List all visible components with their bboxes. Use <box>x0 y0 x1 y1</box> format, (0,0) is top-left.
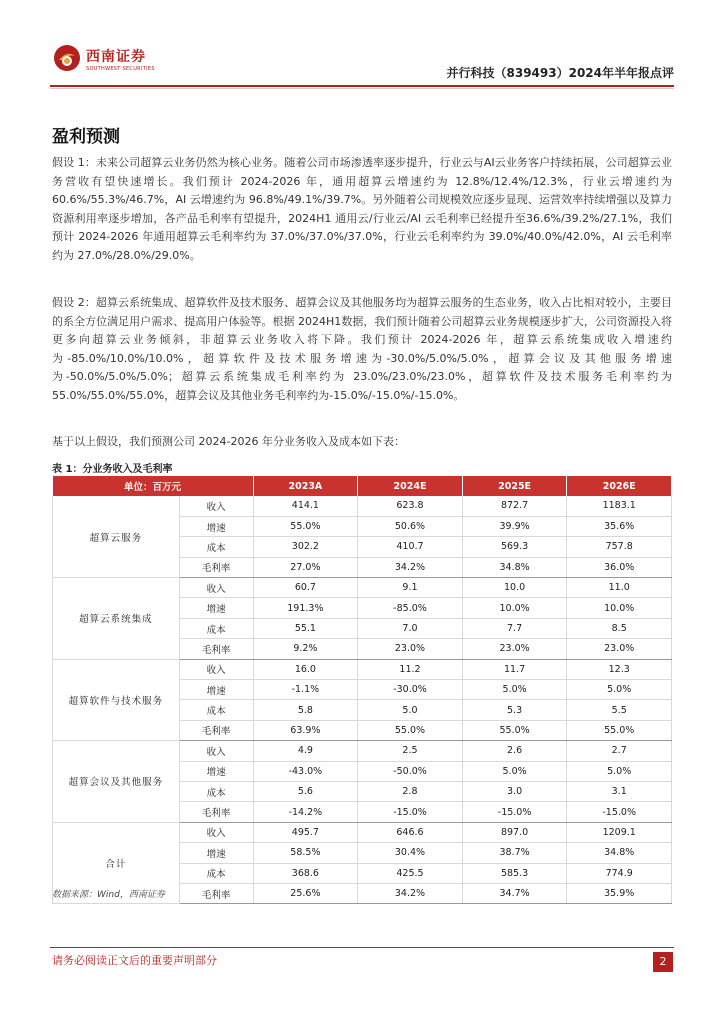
metric-cell: 增速 <box>179 761 253 781</box>
value-cell: 2.7 <box>567 741 672 761</box>
value-cell: 623.8 <box>358 496 463 516</box>
value-cell: 414.1 <box>253 496 358 516</box>
value-cell: 5.5 <box>567 700 672 720</box>
metric-cell: 毛利率 <box>179 639 253 659</box>
value-cell: -1.1% <box>253 680 358 700</box>
value-cell: 5.8 <box>253 700 358 720</box>
value-cell: 16.0 <box>253 659 358 679</box>
value-cell: 10.0% <box>462 598 567 618</box>
value-cell: 55.0% <box>462 720 567 740</box>
value-cell: 5.0% <box>567 761 672 781</box>
table-row <box>53 578 672 598</box>
value-cell: 39.9% <box>462 516 567 536</box>
metric-cell: 成本 <box>179 618 253 638</box>
revenue-margin-table <box>52 476 672 904</box>
value-cell: 774.9 <box>567 863 672 883</box>
segment-name-cell: 超算云系统集成 <box>53 578 180 660</box>
logo-english-name: SOUTHWEST SECURITIES <box>86 66 155 72</box>
value-cell: 3.1 <box>567 781 672 801</box>
segment-name-cell: 合计 <box>53 822 180 904</box>
company-logo <box>50 40 190 80</box>
value-cell: 1183.1 <box>567 496 672 516</box>
header-rule-thin <box>50 88 674 89</box>
metric-cell: 毛利率 <box>179 883 253 903</box>
value-cell: 55.0% <box>358 720 463 740</box>
value-cell: 569.3 <box>462 537 567 557</box>
value-cell: -85.0% <box>358 598 463 618</box>
data-source: 数据来源：Wind，西南证券 <box>52 890 165 900</box>
page-number: 2 <box>653 952 673 972</box>
table-row <box>53 822 672 842</box>
paragraph-forecast-intro: 基于以上假设，我们预测公司 2024-2026 年分业务收入及成本如下表： <box>52 435 405 448</box>
value-cell: -15.0% <box>567 802 672 822</box>
value-cell: 11.2 <box>358 659 463 679</box>
value-cell: 35.6% <box>567 516 672 536</box>
metric-cell: 增速 <box>179 516 253 536</box>
table-row <box>53 659 672 679</box>
value-cell: -15.0% <box>358 802 463 822</box>
value-cell: 5.6 <box>253 781 358 801</box>
value-cell: 7.0 <box>358 618 463 638</box>
segment-name-cell: 超算软件与技术服务 <box>53 659 180 741</box>
value-cell: 12.3 <box>567 659 672 679</box>
value-cell: 1209.1 <box>567 822 672 842</box>
metric-cell: 成本 <box>179 700 253 720</box>
value-cell: 11.7 <box>462 659 567 679</box>
value-cell: 2.8 <box>358 781 463 801</box>
value-cell: 30.4% <box>358 843 463 863</box>
value-cell: 36.0% <box>567 557 672 577</box>
value-cell: 2.6 <box>462 741 567 761</box>
metric-cell: 收入 <box>179 822 253 842</box>
logo-mark-icon <box>53 44 81 72</box>
value-cell: 425.5 <box>358 863 463 883</box>
paragraph-assumption-2: 假设 2：超算云系统集成、超算软件及技术服务、超算会议及其他服务均为超算云服务的生态业务，收入占比相对较小，主要目的系全方位满足用户需求、提高用户体验等。根据 2024H1数据，我们预计随着公司超算云业务规模逐步扩大，公司资源投入将更多向超算云业务倾斜，非超算云业务收入将下降。我们预计 2024-2026 年，超算云系统集成收入增速约为-85.0%/10.0%/10.0%，超算软件及技术服务增速为-30.0%/5.0%/5.0%，超算会议及其他服务增速为-50.0%/5.0%/5.0%；超算云系统集成毛利率约为 23.0%/23.0%/23.0%，超算软件及技术服务毛利率约为 55.0%/55.0%/55.0%，超算会议及其他业务毛利率约为-15.0%/-15.0%/-15.0%。 <box>52 296 672 402</box>
year-header: 2026E <box>567 476 672 496</box>
value-cell: 2.5 <box>358 741 463 761</box>
metric-cell: 成本 <box>179 537 253 557</box>
value-cell: 55.0% <box>253 516 358 536</box>
value-cell: 23.0% <box>358 639 463 659</box>
metric-cell: 毛利率 <box>179 720 253 740</box>
value-cell: -30.0% <box>358 680 463 700</box>
metric-cell: 增速 <box>179 843 253 863</box>
metric-cell: 增速 <box>179 680 253 700</box>
section-title: 盈利预测 <box>52 127 120 147</box>
value-cell: 9.2% <box>253 639 358 659</box>
value-cell: 9.1 <box>358 578 463 598</box>
value-cell: 11.0 <box>567 578 672 598</box>
year-header: 2024E <box>358 476 463 496</box>
document-title: 并行科技（839493）2024年半年报点评 <box>446 66 674 80</box>
metric-cell: 收入 <box>179 659 253 679</box>
value-cell: 34.7% <box>462 883 567 903</box>
value-cell: 5.0% <box>462 680 567 700</box>
metric-cell: 毛利率 <box>179 802 253 822</box>
value-cell: 191.3% <box>253 598 358 618</box>
value-cell: 34.8% <box>567 843 672 863</box>
metric-cell: 收入 <box>179 741 253 761</box>
value-cell: 10.0 <box>462 578 567 598</box>
footer-rule <box>50 947 674 948</box>
metric-cell: 成本 <box>179 863 253 883</box>
metric-cell: 增速 <box>179 598 253 618</box>
value-cell: 5.0% <box>567 680 672 700</box>
value-cell: 872.7 <box>462 496 567 516</box>
value-cell: 23.0% <box>462 639 567 659</box>
disclaimer: 请务必阅读正文后的重要声明部分 <box>52 954 217 967</box>
value-cell: 55.1 <box>253 618 358 638</box>
metric-cell: 毛利率 <box>179 557 253 577</box>
value-cell: 50.6% <box>358 516 463 536</box>
header-rule <box>50 85 674 87</box>
metric-cell: 成本 <box>179 781 253 801</box>
table-header-row <box>53 476 672 496</box>
value-cell: 5.0% <box>462 761 567 781</box>
value-cell: 646.6 <box>358 822 463 842</box>
value-cell: -15.0% <box>462 802 567 822</box>
value-cell: 8.5 <box>567 618 672 638</box>
value-cell: 60.7 <box>253 578 358 598</box>
table-row <box>53 741 672 761</box>
value-cell: 302.2 <box>253 537 358 557</box>
value-cell: 368.6 <box>253 863 358 883</box>
table-caption: 表 1：分业务收入及毛利率 <box>52 464 173 475</box>
value-cell: 63.9% <box>253 720 358 740</box>
value-cell: -14.2% <box>253 802 358 822</box>
value-cell: 495.7 <box>253 822 358 842</box>
value-cell: 34.2% <box>358 557 463 577</box>
value-cell: 5.0 <box>358 700 463 720</box>
logo-chinese-name: 西南证券 <box>86 49 146 65</box>
value-cell: 4.9 <box>253 741 358 761</box>
value-cell: -43.0% <box>253 761 358 781</box>
table-body <box>53 496 672 904</box>
segment-name-cell: 超算会议及其他服务 <box>53 741 180 823</box>
value-cell: 27.0% <box>253 557 358 577</box>
value-cell: 23.0% <box>567 639 672 659</box>
value-cell: 25.6% <box>253 883 358 903</box>
value-cell: 10.0% <box>567 598 672 618</box>
value-cell: 34.8% <box>462 557 567 577</box>
value-cell: 34.2% <box>358 883 463 903</box>
segment-name-cell: 超算云服务 <box>53 496 180 578</box>
value-cell: 35.9% <box>567 883 672 903</box>
year-header: 2023A <box>253 476 358 496</box>
value-cell: 757.8 <box>567 537 672 557</box>
value-cell: 55.0% <box>567 720 672 740</box>
value-cell: 7.7 <box>462 618 567 638</box>
table-row <box>53 496 672 516</box>
metric-cell: 收入 <box>179 496 253 516</box>
year-header: 2025E <box>462 476 567 496</box>
value-cell: -50.0% <box>358 761 463 781</box>
value-cell: 897.0 <box>462 822 567 842</box>
value-cell: 5.3 <box>462 700 567 720</box>
value-cell: 3.0 <box>462 781 567 801</box>
value-cell: 585.3 <box>462 863 567 883</box>
value-cell: 58.5% <box>253 843 358 863</box>
metric-cell: 收入 <box>179 578 253 598</box>
paragraph-assumption-1: 假设 1：未来公司超算云业务仍然为核心业务。随着公司市场渗透率逐步提升，行业云与AI云业务客户持续拓展，公司超算云业务营收有望快速增长。我们预计 2024-2026 年，通用超算云增速约为 12.8%/12.4%/12.3%，行业云增速约为 60.6%/55.3%/46.7%，AI 云增速约为 96.8%/49.1%/39.7%。另外随着公司规模效应逐步显现、运营效率持续增强以及算力资源利用率逐步增加，各产品毛利率有望提升，2024H1 通用云/行业云/AI 云毛利率已经提升至36.6%/39.2%/27.1%，我们预计 2024-2026 年通用超算云毛利率约为 37.0%/37.0%/37.0%，行业云毛利率约为 39.0%/40.0%/42.0%，AI 云毛利率约为 27.0%/28.0%/29.0%。 <box>52 156 672 262</box>
unit-header: 单位：百万元 <box>53 476 254 496</box>
value-cell: 410.7 <box>358 537 463 557</box>
value-cell: 38.7% <box>462 843 567 863</box>
